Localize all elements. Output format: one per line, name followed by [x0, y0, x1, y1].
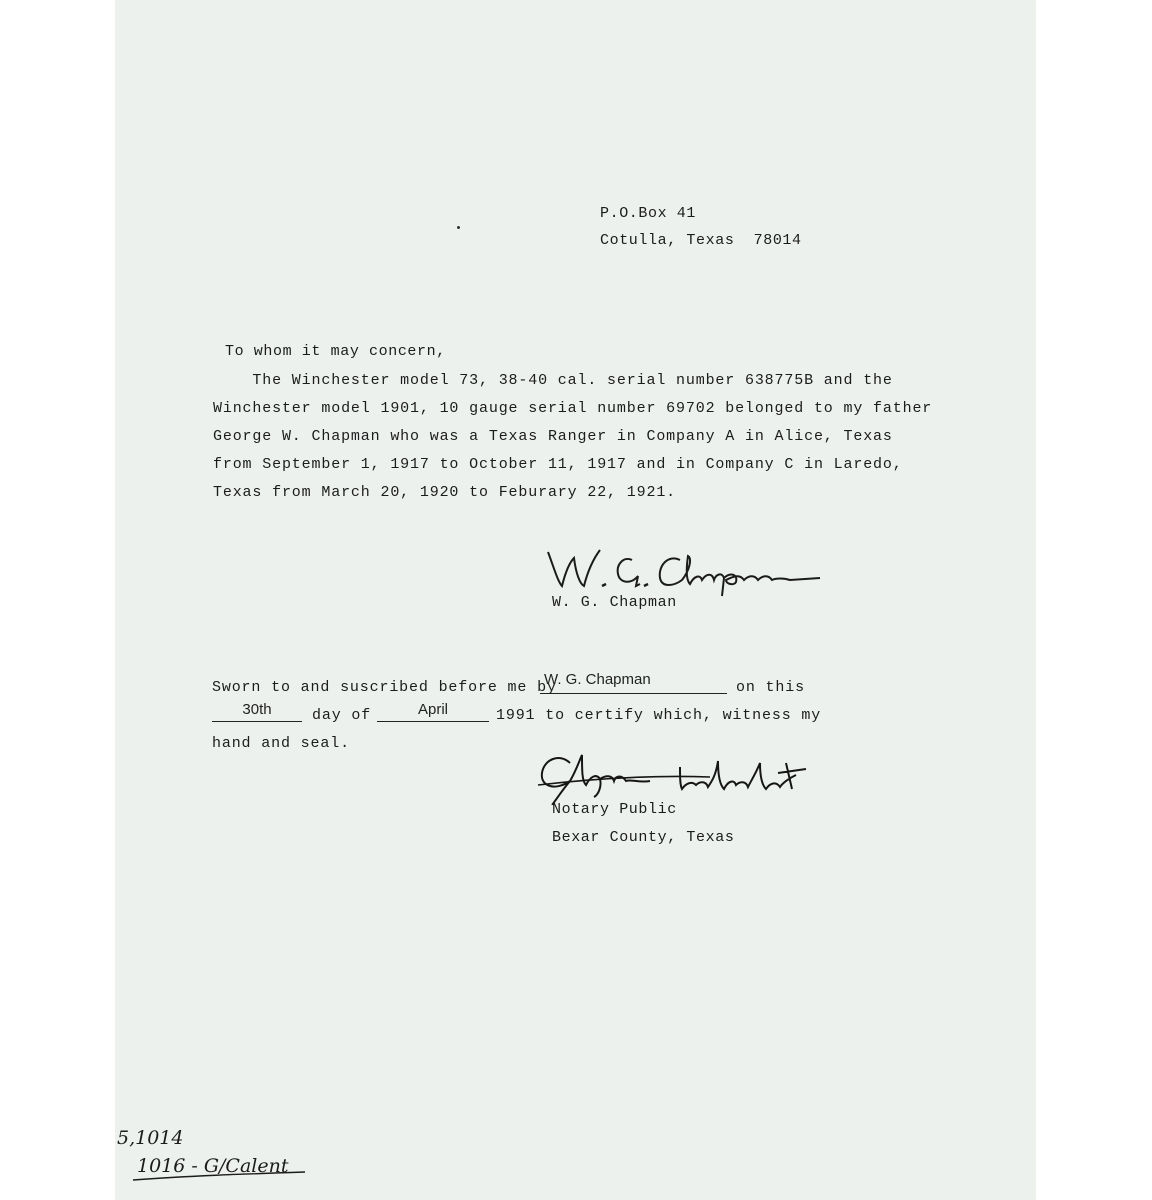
day-fill-underline [212, 721, 302, 722]
body-line-2: Winchester model 1901, 10 gauge serial number 69702 belonged to my father [213, 400, 933, 417]
chapman-typed-name: W. G. Chapman [552, 594, 677, 611]
address-line-2: Cotulla, Texas 78014 [600, 232, 802, 249]
oath-name-fill: W. G. Chapman [544, 671, 651, 688]
margin-note [115, 1120, 315, 1190]
oath-month-fill: April [417, 701, 448, 718]
body-line-4: from September 1, 1917 to October 11, 1917 and in Company C in Laredo, [213, 456, 903, 473]
notary-signature [530, 745, 820, 805]
salutation: To whom it may concern, [225, 343, 446, 360]
notary-title: Notary Public [552, 801, 677, 818]
address-line-1: P.O.Box 41 [600, 205, 697, 222]
body-line-5: Texas from March 20, 1920 to Feburary 22, 1921. [213, 484, 677, 501]
margin-note-line-1: 5,1014 [117, 1127, 184, 1149]
letter-sheet [115, 0, 1036, 1200]
oath-day-of: day of [312, 707, 372, 724]
name-fill-underline [540, 693, 727, 694]
body-line-1: The Winchester model 73, 38-40 cal. serial number 638775B and the [213, 372, 893, 389]
oath-line-1-suffix: on this [736, 679, 805, 696]
oath-line-1-prefix: Sworn to and suscribed before me by [212, 679, 557, 696]
oath-day-fill: 30th [242, 701, 272, 718]
margin-note-line-2: 1016 - G/Calent [137, 1155, 289, 1177]
chapman-signature [540, 540, 840, 600]
month-fill-underline [377, 721, 489, 722]
body-line-3: George W. Chapman who was a Texas Ranger in Company A in Alice, Texas [213, 428, 893, 445]
paper-speck [457, 226, 460, 229]
notary-county: Bexar County, Texas [552, 829, 735, 846]
oath-line-3: hand and seal. [212, 735, 350, 752]
oath-line-2-suffix: 1991 to certify which, witness my [496, 707, 822, 724]
